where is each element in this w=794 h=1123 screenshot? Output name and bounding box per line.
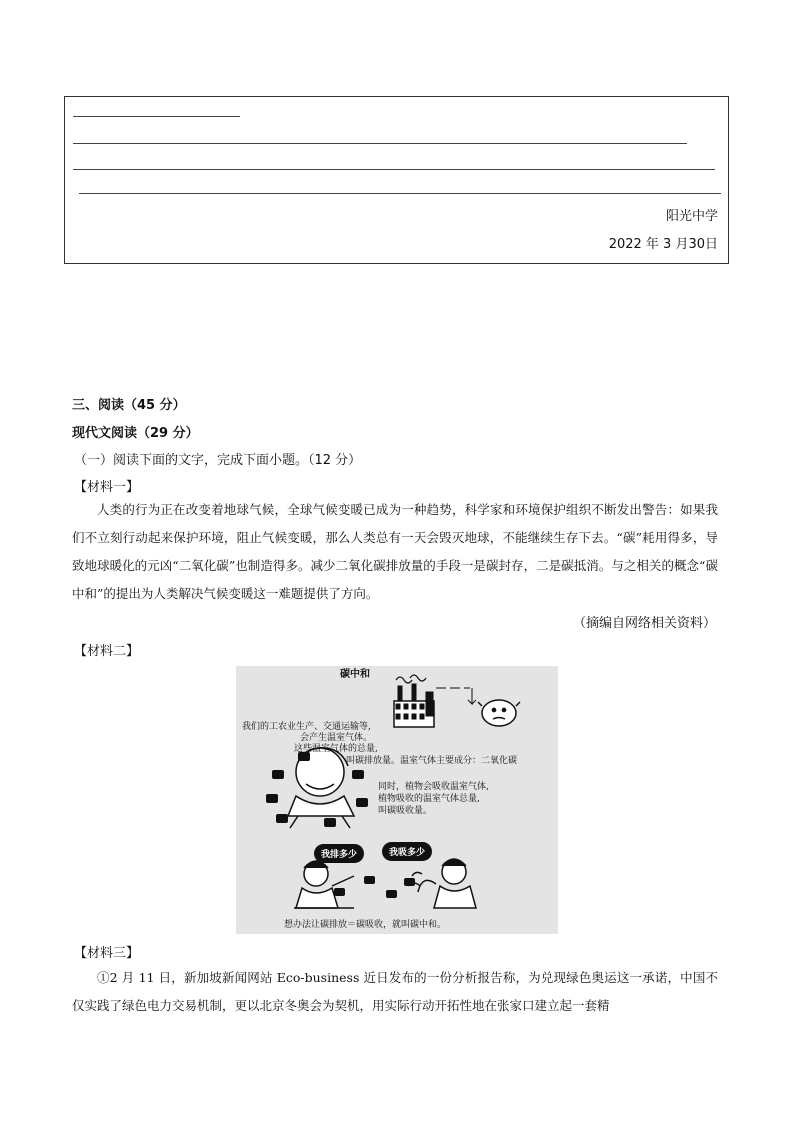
material1-source: （摘编自网络相关资料） <box>572 616 716 631</box>
material3-label: 【材料三】 <box>74 946 140 961</box>
section-subtitle: 现代文阅读（29 分） <box>72 426 199 441</box>
writing-line <box>79 193 721 194</box>
letter-box <box>64 96 729 264</box>
material1-text: 人类的行为正在改变着地球气候，全球气候变暖已成为一种趋势，科学家和环境保护组织不断发出警告：如果我们不立刻行动起来保护环境，阻止气候变暖，那么人类总有一天会毁灭地球，不能继续生存下去。“碳”耗用得多，导致地球暖化的元凶“二氧化碳”也制造得多。减少二氧化碳排放量的手段一是碳封存，二是碳抵消。与之相关的概念“碳中和”的提出为人类解决气候变暖这一难题提供了方向。 <box>72 502 718 601</box>
writing-line <box>73 169 715 170</box>
figure-text-5: 同时，植物会吸收温室气体, <box>378 782 489 792</box>
section-instruction: （一）阅读下面的文字，完成下面小题。（12 分） <box>74 453 362 468</box>
speech-bubble-absorb: 我吸多少 <box>382 842 432 861</box>
writing-line <box>73 116 240 117</box>
material2-label: 【材料二】 <box>74 644 140 659</box>
carbon-neutral-figure <box>236 666 558 934</box>
material3-text: ①2 月 11 日，新加坡新闻网站 Eco-business 近日发布的一份分析报告称，为兑现绿色奥运这一承诺，中国不仅实践了绿色电力交易机制，更以北京冬奥会为契机，用实际行动开拓性地在张家口建立起一套精 <box>72 970 718 1013</box>
figure-text-1: 我们的工农业生产、交通运输等, <box>242 722 371 732</box>
material3-paragraph <box>72 964 718 1020</box>
figure-text-7: 叫碳吸收量。 <box>378 806 433 816</box>
letter-date: 2022 年 3 月30日 <box>608 237 718 252</box>
figure-text-4: 叫碳排放量。温室气体主要成分：二氧化碳 <box>346 756 518 766</box>
letter-school: 阳光中学 <box>665 209 718 224</box>
figure-title: 碳中和 <box>340 669 370 680</box>
figure-text-6: 植物吸收的温室气体总量, <box>378 794 480 804</box>
figure-text-2: 会产生温室气体。 <box>300 733 373 743</box>
section-title: 三、阅读（45 分） <box>72 398 186 413</box>
figure-caption: 想办法让碳排放＝碳吸收，就叫碳中和。 <box>284 920 447 930</box>
writing-line <box>73 143 687 144</box>
speech-bubble-emit: 我排多少 <box>314 844 364 863</box>
material1-paragraph <box>72 496 718 608</box>
figure-text-3: 这些温室气体的总量, <box>294 744 378 754</box>
material1-label: 【材料一】 <box>74 480 140 495</box>
